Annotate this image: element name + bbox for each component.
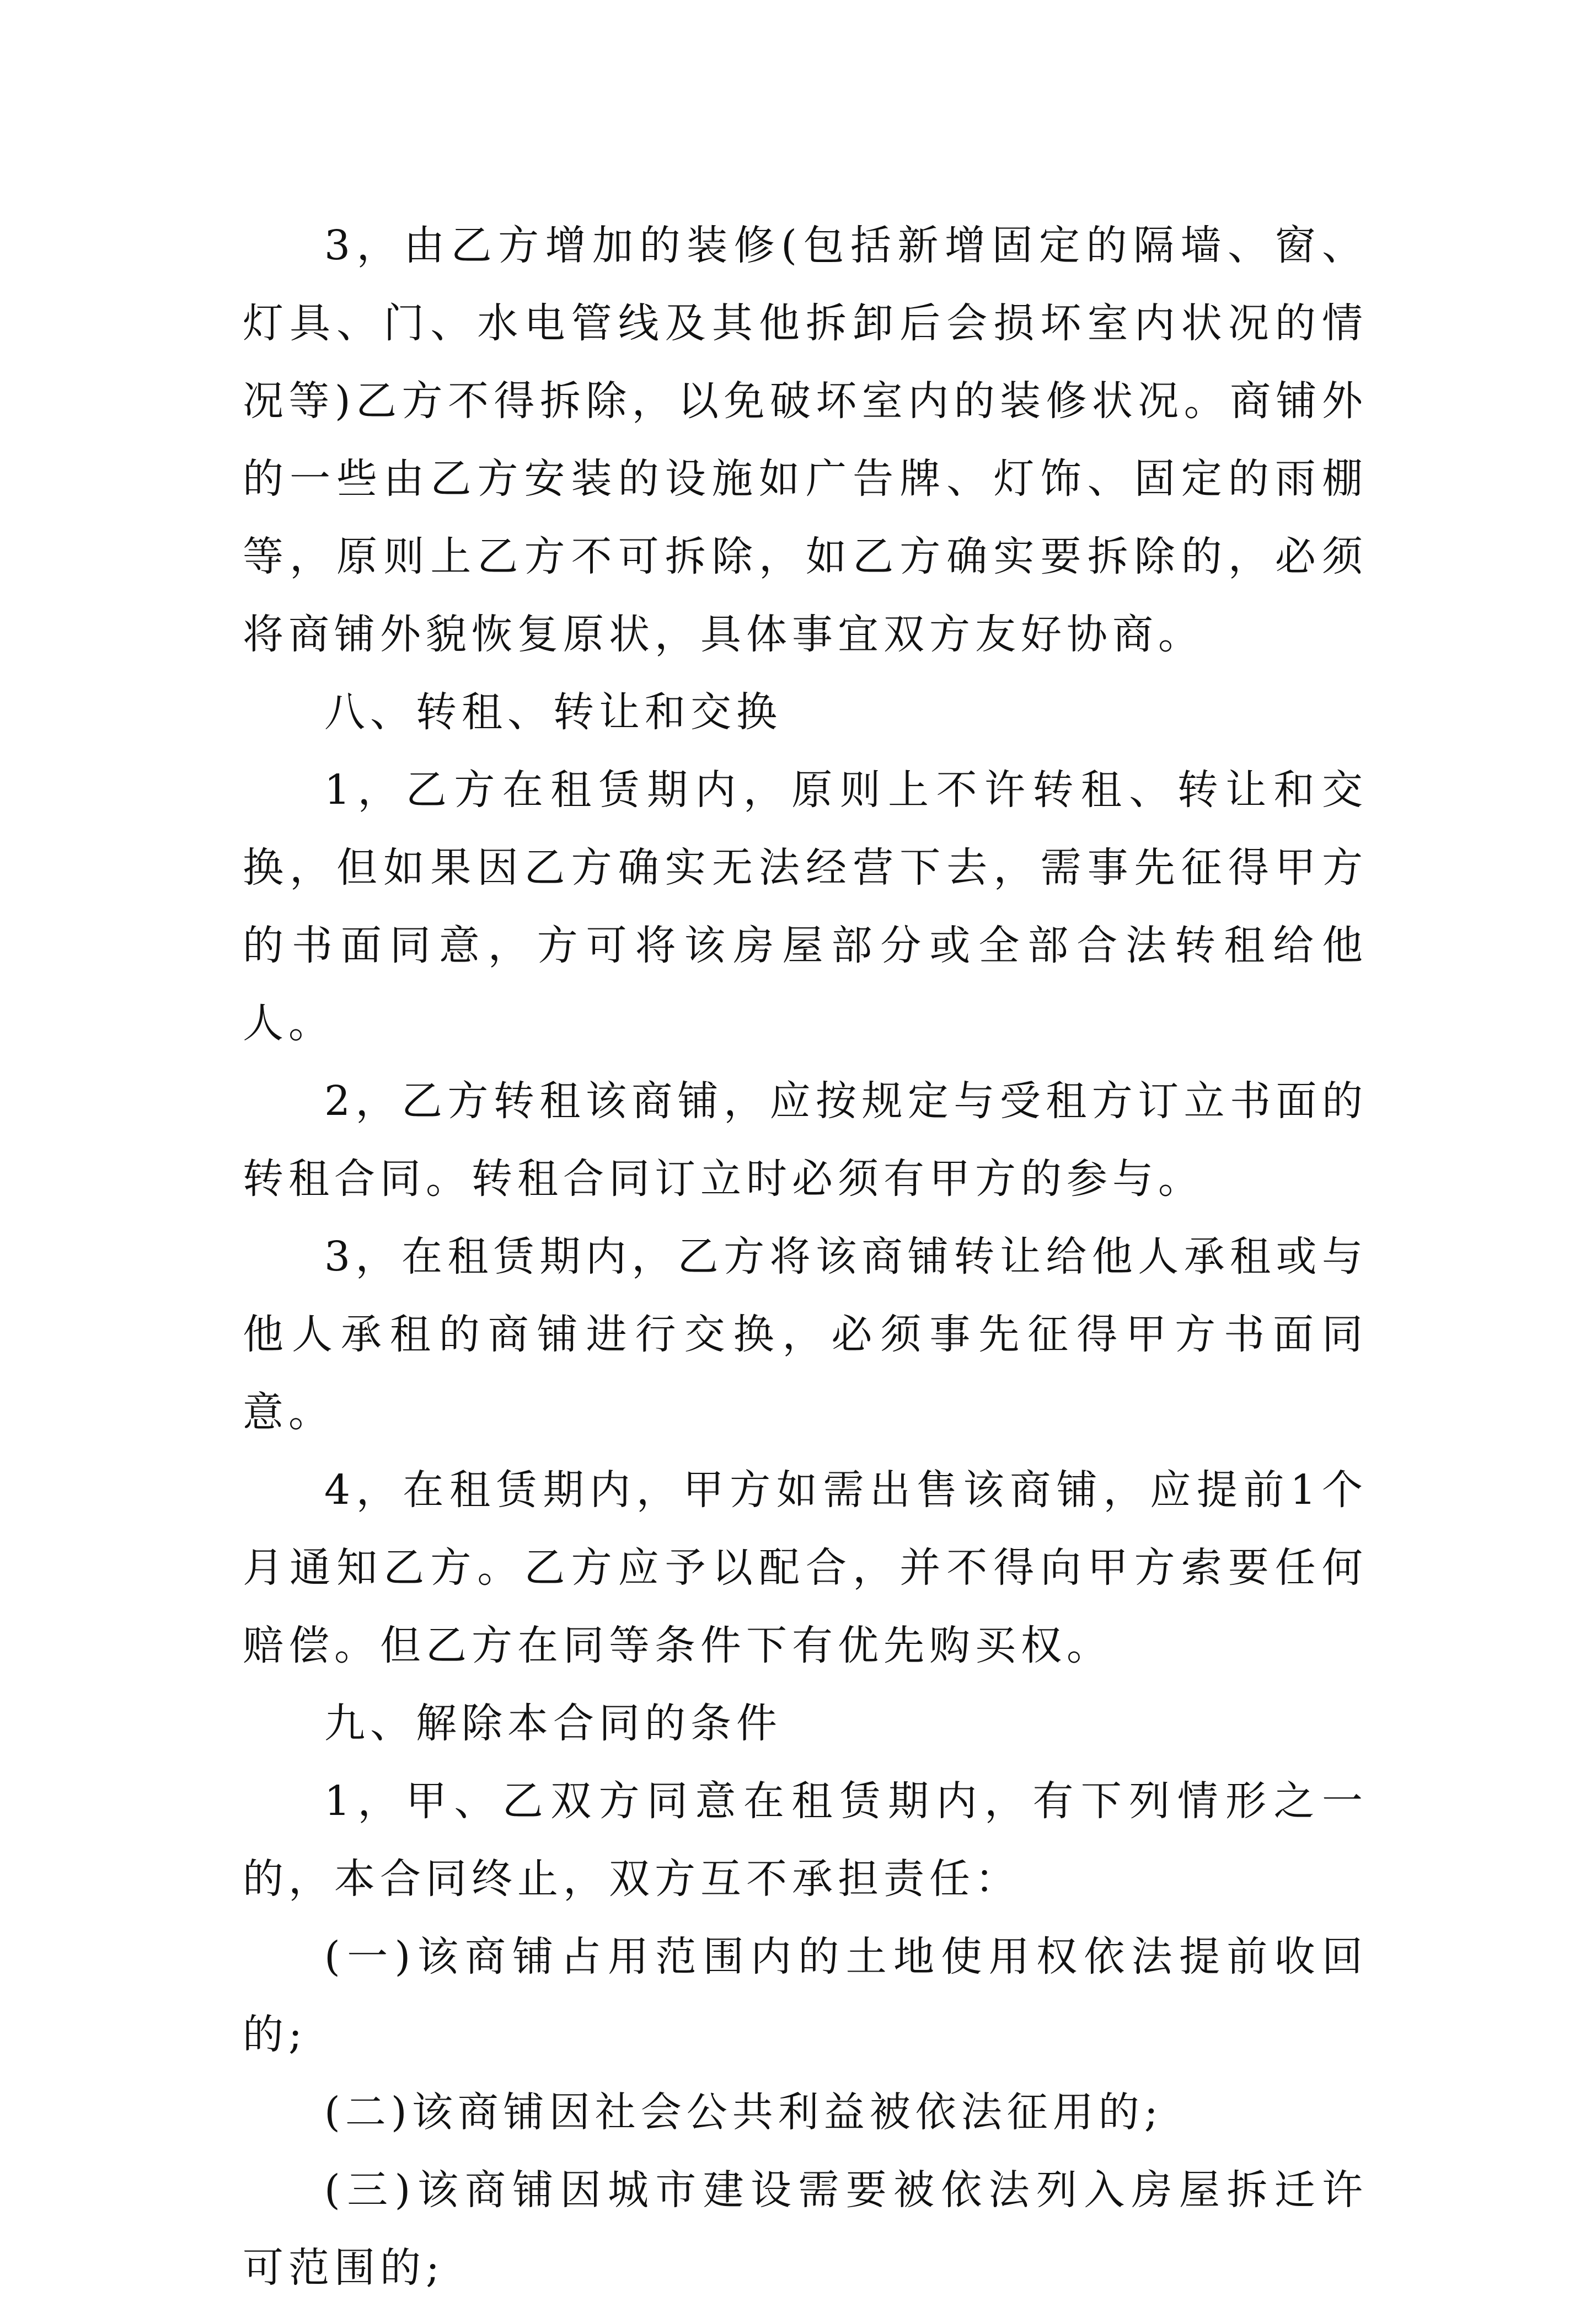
heading-section-8: 八、转租、转让和交换 xyxy=(324,688,782,736)
paragraph-decoration-removal: 3，由乙方增加的装修(包括新增固定的隔墙、窗、灯具、门、水电管线及其他拆卸后会损坏室内状况的情况等)乙方不得拆除，以免破坏室内的装修状况。商铺外的一些由乙方安装的设施如广告牌、灯饰、固定的雨棚等，原则上乙方不可拆除，如乙方确实要拆除的，必须将商铺外貌恢复原状，具体事宜双方友好协商。 xyxy=(243,222,1368,658)
document-body xyxy=(243,207,1368,2307)
paragraph-sublease-1: 1，乙方在租赁期内，原则上不许转租、转让和交换，但如果因乙方确实无法经营下去，需事先征得甲方的书面同意，方可将该房屋部分或全部合法转租给他人。 xyxy=(243,766,1368,1047)
paragraph-sublease-2: 2，乙方转租该商铺，应按规定与受租方订立书面的转租合同。转租合同订立时必须有甲方的参与。 xyxy=(243,1077,1368,1203)
list-item-termination-b: (二)该商铺因社会公共利益被依法征用的; xyxy=(324,2089,1163,2136)
list-item-termination-a: (一)该商铺占用范围内的土地使用权依法提前收回的; xyxy=(243,1933,1368,2058)
heading-section-9: 九、解除本合同的条件 xyxy=(324,1700,782,1747)
paragraph-sublease-4: 4，在租赁期内，甲方如需出售该商铺，应提前1个月通知乙方。乙方应予以配合，并不得向甲方索要任何赔偿。但乙方在同等条件下有优先购买权。 xyxy=(243,1466,1368,1669)
paragraph-termination-1: 1，甲、乙双方同意在租赁期内，有下列情形之一的，本合同终止，双方互不承担责任： xyxy=(243,1777,1368,1903)
list-item-termination-c: (三)该商铺因城市建设需要被依法列入房屋拆迁许可范围的; xyxy=(243,2166,1368,2292)
paragraph-sublease-3: 3，在租赁期内，乙方将该商铺转让给他人承租或与他人承租的商铺进行交换，必须事先征得甲方书面同意。 xyxy=(243,1233,1368,1436)
